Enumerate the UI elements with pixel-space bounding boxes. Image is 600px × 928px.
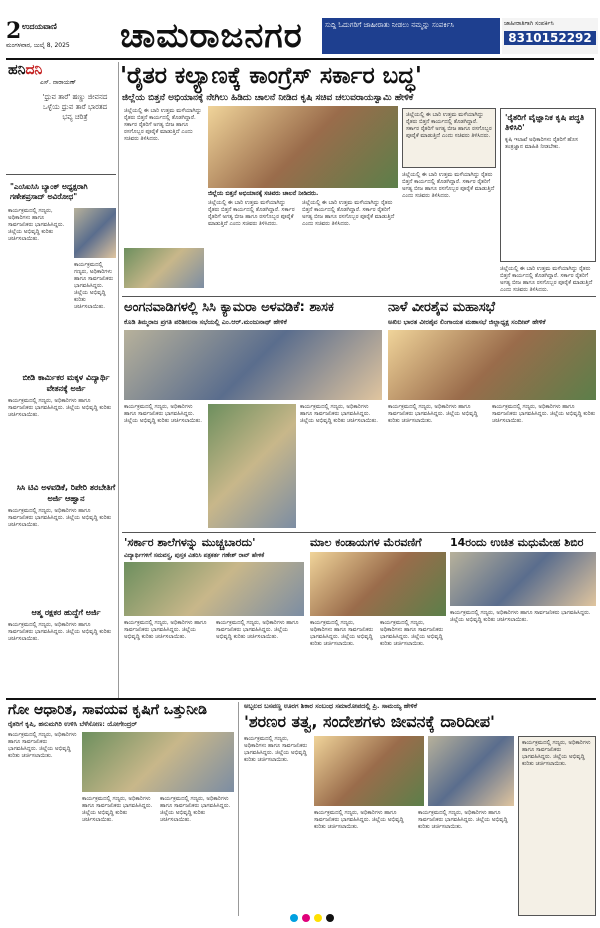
story-title: ಬೀಡಿ ಕಾರ್ಮಿಕರ ಮಕ್ಕಳ ವಿದ್ಯಾರ್ಥಿ ವೇತನಕ್ಕೆ ಅರ್ಜಿ — [22, 373, 110, 393]
divider — [6, 698, 596, 700]
cmyk-mark — [326, 914, 334, 922]
story-headline: ನಾಳೆ ವೀರಶೈವ ಮಹಾಸಭೆ — [388, 300, 496, 315]
story-subhead: ಕೊಡಿ ತಿಮ್ಮರಾಜ ಪ್ರಗತಿ ಪರಿಶೀಲನಾ ಸಭೆಯಲ್ಲಿ ಎಂ.ಆರ್.ಮಂಜುನಾಥ್ ಹೇಳಿಕೆ — [124, 318, 287, 326]
story-kicker: ಅಬ್ಬಲದ ಬಸವಣ್ಣ ಊರಗ ಶಿಕಾರ ಸಂಬಂಧ ಸಮಾರೋಪದಲ್ಲಿ ಪ್ರಿ. ಸಾಮಯ್ಯ ಹೇಳಿಕೆ — [244, 702, 418, 710]
cmyk-mark — [302, 914, 310, 922]
story-title: ಆತ್ಮ ರಕ್ಷಕರ ಹುದ್ದೆಗೆ ಅರ್ಜಿ — [31, 608, 101, 617]
story-body: ಕಾರ್ಯಕ್ರಮದಲ್ಲಿ ಗಣ್ಯರು, ಅಧಿಕಾರಿಗಳು ಹಾಗೂ ಸಾರ್ವಜನಿಕರು ಭಾಗವಹಿಸಿದ್ದರು. ಜಿಲ್ಲೆಯ ಅಭಿವೃದ್ಧಿ ಕುರಿತು ಚರ್ಚಿಸಲಾಯಿತು. — [8, 398, 112, 418]
story-headline: ಗೋ ಆಧಾರಿತ, ಸಾವಯವ ಕೃಷಿಗೆ ಒತ್ತುನೀಡಿ — [8, 702, 207, 718]
story-body: ಕಾರ್ಯಕ್ರಮದಲ್ಲಿ ಗಣ್ಯರು, ಅಧಿಕಾರಿಗಳು ಹಾಗೂ ಸಾರ್ವಜನಿಕರು ಭಾಗವಹಿಸಿದ್ದರು. ಜಿಲ್ಲೆಯ ಅಭಿವೃದ್ಧಿ ಕುರಿತು ಚರ್ಚಿಸಲಾಯಿತು. — [124, 620, 207, 640]
story-body: ಕಾರ್ಯಕ್ರಮದಲ್ಲಿ ಗಣ್ಯರು, ಅಧಿಕಾರಿಗಳು ಹಾಗೂ ಸಾರ್ವಜನಿಕರು ಭಾಗವಹಿಸಿದ್ದರು. ಜಿಲ್ಲೆಯ ಅಭಿವೃದ್ಧಿ ಕುರಿತು ಚರ್ಚಿಸಲಾಯಿತು. — [418, 810, 508, 830]
logo-part-a: ಹನಿ — [8, 62, 26, 78]
story-body: ಕಾರ್ಯಕ್ರಮದಲ್ಲಿ ಗಣ್ಯರು, ಅಧಿಕಾರಿಗಳು ಹಾಗೂ ಸಾರ್ವಜನಿಕರು ಭಾಗವಹಿಸಿದ್ದರು. ಜಿಲ್ಲೆಯ ಅಭಿವೃದ್ಧಿ ಕುರಿತು ಚರ್ಚಿಸಲಾಯಿತು. — [160, 796, 231, 823]
hanidani-logo — [8, 62, 42, 78]
story-body: ಕಾರ್ಯಕ್ರಮದಲ್ಲಿ ಗಣ್ಯರು, ಅಧಿಕಾರಿಗಳು ಹಾಗೂ ಸಾರ್ವಜನಿಕರು ಭಾಗವಹಿಸಿದ್ದರು. ಜಿಲ್ಲೆಯ ಅಭಿವೃದ್ಧಿ ಕುರಿತು ಚರ್ಚಿಸಲಾಯಿತು. — [380, 620, 444, 647]
meeting-photo — [124, 330, 382, 400]
quote-text: ಜಿಲ್ಲೆಯಲ್ಲಿ ಈ ಬಾರಿ ಉತ್ತಮ ಮಳೆಯಾಗಿದ್ದು ರೈತರು ಬಿತ್ತನೆ ಕಾರ್ಯದಲ್ಲಿ ತೊಡಗಿದ್ದಾರೆ. ಸರ್ಕಾರ ರೈತರಿಗೆ ಅಗತ್ಯ ಬೀಜ ಹಾಗೂ ರಸಗೊಬ್ಬರ ಪೂರೈಕೆ ಮಾಡುತ್ತಿದೆ ಎಂದು ಸಚಿವರು ತಿಳಿಸಿದರು. — [406, 112, 492, 139]
main-body: ಜಿಲ್ಲೆಯಲ್ಲಿ ಈ ಬಾರಿ ಉತ್ತಮ ಮಳೆಯಾಗಿದ್ದು ರೈತರು ಬಿತ್ತನೆ ಕಾರ್ಯದಲ್ಲಿ ತೊಡಗಿದ್ದಾರೆ. ಸರ್ಕಾರ ರೈತರಿಗೆ ಅಗತ್ಯ ಬೀಜ ಹಾಗೂ ರಸಗೊಬ್ಬರ ಪೂರೈಕೆ ಮಾಡುತ್ತಿದೆ ಎಂದು ಸಚಿವರು ತಿಳಿಸಿದರು. — [302, 200, 395, 227]
main-headline: 'ರೈತರ ಕಲ್ಯಾಣಕ್ಕೆ ಕಾಂಗ್ರೆಸ್ ಸರ್ಕಾರ ಬದ್ಧ' — [120, 62, 422, 89]
divider — [122, 296, 596, 297]
main-photo — [208, 106, 398, 188]
story-body: ಕಾರ್ಯಕ್ರಮದಲ್ಲಿ ಗಣ್ಯರು, ಅಧಿಕಾರಿಗಳು ಹಾಗೂ ಸಾರ್ವಜನಿಕರು ಭಾಗವಹಿಸಿದ್ದರು. ಜಿಲ್ಲೆಯ ಅಭಿವೃದ್ಧಿ ಕುರಿತು ಚರ್ಚಿಸಲಾಯಿತು. — [450, 610, 591, 623]
story-body: ಕಾರ್ಯಕ್ರಮದಲ್ಲಿ ಗಣ್ಯರು, ಅಧಿಕಾರಿಗಳು ಹಾಗೂ ಸಾರ್ವಜನಿಕರು ಭಾಗವಹಿಸಿದ್ದರು. ಜಿಲ್ಲೆಯ ಅಭಿವೃದ್ಧಿ ಕುರಿತು ಚರ್ಚಿಸಲಾಯಿತು. — [388, 404, 478, 424]
page-number: 2 — [6, 18, 22, 44]
ad-contact-text: ಜಾಹೀರಾತಿಗಾಗಿ ಸಂಪರ್ಕಿಸಿ — [504, 20, 554, 27]
story-body: ಕಾರ್ಯಕ್ರಮದಲ್ಲಿ ಗಣ್ಯರು, ಅಧಿಕಾರಿಗಳು ಹಾಗೂ ಸಾರ್ವಜನಿಕರು ಭಾಗವಹಿಸಿದ್ದರು. ಜಿಲ್ಲೆಯ ಅಭಿವೃದ್ಧಿ ಕುರಿತು ಚರ್ಚಿಸಲಾಯಿತು. — [244, 736, 308, 763]
column-poem: 'ಧ್ರುವ ತಾರೆ' ಹಣ್ಣು ಜೀವನದ ಒಳ್ಳೆಯ ಧ್ರುವ ತಾರೆ ಭಾರತದ ಭವ್ಯ ಚರಿತ್ರೆ — [42, 93, 108, 121]
divider — [6, 174, 116, 175]
story-body: ಕಾರ್ಯಕ್ರಮದಲ್ಲಿ ಗಣ್ಯರು, ಅಧಿಕಾರಿಗಳು ಹಾಗೂ ಸಾರ್ವಜನಿಕರು ಭಾಗವಹಿಸಿದ್ದರು. ಜಿಲ್ಲೆಯ ಅಭಿವೃದ್ಧಿ ಕುರಿತು ಚರ್ಚಿಸಲಾಯಿತು. — [74, 262, 114, 310]
story-body: ಕಾರ್ಯಕ್ರಮದಲ್ಲಿ ಗಣ್ಯರು, ಅಧಿಕಾರಿಗಳು ಹಾಗೂ ಸಾರ್ವಜನಿಕರು ಭಾಗವಹಿಸಿದ್ದರು. ಜಿಲ್ಲೆಯ ಅಭಿವೃದ್ಧಿ ಕುರಿತು ಚರ್ಚಿಸಲಾಯಿತು. — [492, 404, 596, 424]
story-body: ಕಾರ್ಯಕ್ರಮದಲ್ಲಿ ಗಣ್ಯರು, ಅಧಿಕಾರಿಗಳು ಹಾಗೂ ಸಾರ್ವಜನಿಕರು ಭಾಗವಹಿಸಿದ್ದರು. ಜಿಲ್ಲೆಯ ಅಭಿವೃದ್ಧಿ ಕುರಿತು ಚರ್ಚಿಸಲಾಯಿತು. — [124, 404, 202, 424]
event-photo-2 — [428, 736, 514, 806]
story-subhead: ರೈತರಿಗೆ ಕೃಷಿ, ಹನುಮಗಿರಿ ಉಳಿಸಿ ಬೆಳೆಸೋಣ: ಯೋಗೇಂದ್ರರ್ — [8, 720, 137, 728]
story-headline: 14ರಂದು ಉಚಿತ ಮಧುಮೇಹ ಶಿಬಿರ — [450, 536, 584, 549]
divider — [122, 532, 596, 533]
header-rule — [6, 58, 594, 60]
story-body: ಕಾರ್ಯಕ್ರಮದಲ್ಲಿ ಗಣ್ಯರು, ಅಧಿಕಾರಿಗಳು ಹಾಗೂ ಸಾರ್ವಜನಿಕರು ಭಾಗವಹಿಸಿದ್ದರು. ಜಿಲ್ಲೆಯ ಅಭಿವೃದ್ಧಿ ಕುರಿತು ಚರ್ಚಿಸಲಾಯಿತು. — [8, 208, 65, 242]
mahasabha-photo — [388, 330, 596, 400]
ad-phone: 8310152292 — [504, 31, 596, 45]
issue-date: ಮಂಗಳವಾರ, ಜುಲೈ 8, 2025 — [6, 42, 70, 49]
cmyk-mark — [290, 914, 298, 922]
story-title: ಸಿಸಿ ಟಿವಿ ಅಳವಡಿಕೆ, ರಿಪೇರಿ ತರಬೇತಿಗೆ ಅರ್ಜಿ ಆಹ್ವಾನ — [16, 483, 116, 503]
farming-photo — [82, 732, 234, 792]
story-body: ಕಾರ್ಯಕ್ರಮದಲ್ಲಿ ಗಣ್ಯರು, ಅಧಿಕಾರಿಗಳು ಹಾಗೂ ಸಾರ್ವಜನಿಕರು ಭಾಗವಹಿಸಿದ್ದರು. ಜಿಲ್ಲೆಯ ಅಭಿವೃದ್ಧಿ ಕುರಿತು ಚರ್ಚಿಸಲಾಯಿತು. — [314, 810, 404, 830]
story-headline: ಅಂಗನವಾಡಿಗಳಲ್ಲಿ ಸಿಸಿ ಕ್ಯಾಮರಾ ಅಳವಡಿಕೆ: ಶಾಸಕ — [124, 300, 334, 315]
header-ad-contact[interactable] — [502, 18, 598, 54]
side-box — [518, 736, 596, 916]
main-body: ಜಿಲ್ಲೆಯಲ್ಲಿ ಈ ಬಾರಿ ಉತ್ತಮ ಮಳೆಯಾಗಿದ್ದು ರೈತರು ಬಿತ್ತನೆ ಕಾರ್ಯದಲ್ಲಿ ತೊಡಗಿದ್ದಾರೆ. ಸರ್ಕಾರ ರೈತರಿಗೆ ಅಗತ್ಯ ಬೀಜ ಹಾಗೂ ರಸಗೊಬ್ಬರ ಪೂರೈಕೆ ಮಾಡುತ್ತಿದೆ ಎಂದು ಸಚಿವರು ತಿಳಿಸಿದರು. — [124, 108, 202, 142]
event-photo — [314, 736, 424, 806]
main-photo-caption: ಜಿಲ್ಲೆಯ ಬಿತ್ತನೆ ಅಭಿಯಾನಕ್ಕೆ ಸಚಿವರು ಚಾಲನೆ ನೀಡಿದರು. — [208, 190, 319, 197]
story-subhead: ಅಖಿಲ ಭಾರತ ವೀರಶೈವ ಲಿಂಗಾಯತ ಮಹಾಸಭೆ ಜಿಲ್ಲಾಧ್ಯಕ್ಷ ಸಂದೀಪ್ ಹೇಳಿಕೆ — [388, 318, 546, 326]
story-body: ಕಾರ್ಯಕ್ರಮದಲ್ಲಿ ಗಣ್ಯರು, ಅಧಿಕಾರಿಗಳು ಹಾಗೂ ಸಾರ್ವಜನಿಕರು ಭಾಗವಹಿಸಿದ್ದರು. ಜಿಲ್ಲೆಯ ಅಭಿವೃದ್ಧಿ ಕುರಿತು ಚರ್ಚಿಸಲಾಯಿತು. — [216, 620, 299, 640]
side-box-text: ಕಾರ್ಯಕ್ರಮದಲ್ಲಿ ಗಣ್ಯರು, ಅಧಿಕಾರಿಗಳು ಹಾಗೂ ಸಾರ್ವಜನಿಕರು ಭಾಗವಹಿಸಿದ್ದರು. ಜಿಲ್ಲೆಯ ಅಭಿವೃದ್ಧಿ ಕುರಿತು ಚರ್ಚಿಸಲಾಯಿತು. — [522, 740, 591, 767]
story-body: ಕಾರ್ಯಕ್ರಮದಲ್ಲಿ ಗಣ್ಯರು, ಅಧಿಕಾರಿಗಳು ಹಾಗೂ ಸಾರ್ವಜನಿಕರು ಭಾಗವಹಿಸಿದ್ದರು. ಜಿಲ್ಲೆಯ ಅಭಿವೃದ್ಧಿ ಕುರಿತು ಚರ್ಚಿಸಲಾಯಿತು. — [310, 620, 374, 647]
story-headline: ಮಾಲ ಕಂಡಾಯಗಳ ಮೆರವಣಿಗೆ — [310, 536, 422, 549]
story-photo — [208, 404, 296, 528]
story-title: "ಎಂಸಿಐಸಿಸಿ ಬ್ಯಾಂಕ್ ಅಧ್ಯಕ್ಷರಾಗಿ ಗಣೇಶಪ್ರಸಾದ್ ಅವಿರೋಧ" — [10, 182, 88, 201]
story-body: ಕಾರ್ಯಕ್ರಮದಲ್ಲಿ ಗಣ್ಯರು, ಅಧಿಕಾರಿಗಳು ಹಾಗೂ ಸಾರ್ವಜನಿಕರು ಭಾಗವಹಿಸಿದ್ದರು. ಜಿಲ್ಲೆಯ ಅಭಿವೃದ್ಧಿ ಕುರಿತು ಚರ್ಚಿಸಲಾಯಿತು. — [8, 732, 77, 759]
paper-name: ಉದಯವಾಣಿ — [22, 22, 57, 31]
story-headline: 'ಶರಣರ ತತ್ವ, ಸಂದೇಶಗಳು ಜೀವನಕ್ಕೆ ದಾರಿದೀಪ' — [244, 712, 495, 731]
logo-part-b: ದನಿ — [25, 62, 43, 78]
story-subhead: ವಿದ್ಯಾರ್ಥಿಗಳಿಗೆ ಸಮವಸ್ತ್ರ, ಪುಸ್ತಕ ವಿತರಿಸಿ ಪತ್ರಕರ್ತ ಗಣೇಶ್ ರಾವ್ ಹೇಳಿಕೆ — [124, 552, 265, 559]
right-box — [500, 108, 596, 262]
story-body: ಕಾರ್ಯಕ್ರಮದಲ್ಲಿ ಗಣ್ಯರು, ಅಧಿಕಾರಿಗಳು ಹಾಗೂ ಸಾರ್ವಜನಿಕರು ಭಾಗವಹಿಸಿದ್ದರು. ಜಿಲ್ಲೆಯ ಅಭಿವೃದ್ಧಿ ಕುರಿತು ಚರ್ಚಿಸಲಾಯಿತು. — [8, 508, 112, 528]
main-body: ಜಿಲ್ಲೆಯಲ್ಲಿ ಈ ಬಾರಿ ಉತ್ತಮ ಮಳೆಯಾಗಿದ್ದು ರೈತರು ಬಿತ್ತನೆ ಕಾರ್ಯದಲ್ಲಿ ತೊಡಗಿದ್ದಾರೆ. ಸರ್ಕಾರ ರೈತರಿಗೆ ಅಗತ್ಯ ಬೀಜ ಹಾಗೂ ರಸಗೊಬ್ಬರ ಪೂರೈಕೆ ಮಾಡುತ್ತಿದೆ ಎಂದು ಸಚಿವರು ತಿಳಿಸಿದರು. — [402, 172, 495, 199]
column-divider — [118, 62, 119, 698]
right-box-title: 'ರೈತರಿಗೆ ವೈಜ್ಞಾನಿಕ ಕೃಷಿ ಪದ್ಧತಿ ತಿಳಿಸಿರಿ' — [505, 113, 585, 132]
story-headline: 'ಸರ್ಕಾರ ಶಾಲೆಗಳನ್ನು ಮುಚ್ಚಬಾರದು' — [124, 536, 256, 549]
right-box-body: ಕೃಷಿ ಇಲಾಖೆ ಅಧಿಕಾರಿಗಳು ರೈತರಿಗೆ ಹೊಸ ತಂತ್ರಜ್ಞಾನ ಮಾಹಿತಿ ನೀಡಬೇಕು. — [505, 137, 578, 150]
main-subhead: ಜಿಲ್ಲೆಯ ಬಿತ್ತನೆ ಅಭಿಯಾನಕ್ಕೆ ನೇಗಿಲು ಹಿಡಿದು ಚಾಲನೆ ನೀಡಿದ ಕೃಷಿ ಸಚಿವ ಚಲುವರಾಯಸ್ವಾಮಿ ಹೇಳಿಕೆ — [122, 93, 414, 103]
field-photo — [124, 248, 204, 288]
column-divider — [238, 702, 239, 916]
section-title: ಚಾಮರಾಜನಗರ — [120, 16, 303, 56]
cmyk-mark — [314, 914, 322, 922]
header-ad[interactable]: ಸುದ್ದಿ ಓದುಗರಿಗೆ ಜಾಹೀರಾತು ನೀಡಲು ನಮ್ಮನ್ನು ಸಂಪರ್ಕಿಸಿ — [322, 18, 500, 54]
quote-box — [402, 108, 496, 168]
main-body: ಜಿಲ್ಲೆಯಲ್ಲಿ ಈ ಬಾರಿ ಉತ್ತಮ ಮಳೆಯಾಗಿದ್ದು ರೈತರು ಬಿತ್ತನೆ ಕಾರ್ಯದಲ್ಲಿ ತೊಡಗಿದ್ದಾರೆ. ಸರ್ಕಾರ ರೈತರಿಗೆ ಅಗತ್ಯ ಬೀಜ ಹಾಗೂ ರಸಗೊಬ್ಬರ ಪೂರೈಕೆ ಮಾಡುತ್ತಿದೆ ಎಂದು ಸಚಿವರು ತಿಳಿಸಿದರು. — [208, 200, 295, 227]
school-photo — [124, 562, 304, 616]
camp-photo — [450, 552, 596, 606]
story-body: ಕಾರ್ಯಕ್ರಮದಲ್ಲಿ ಗಣ್ಯರು, ಅಧಿಕಾರಿಗಳು ಹಾಗೂ ಸಾರ್ವಜನಿಕರು ಭಾಗವಹಿಸಿದ್ದರು. ಜಿಲ್ಲೆಯ ಅಭಿವೃದ್ಧಿ ಕುರಿತು ಚರ್ಚಿಸಲಾಯಿತು. — [8, 622, 112, 642]
column-author: ಎಸ್. ನಾರಾಯಣ್ — [40, 79, 77, 86]
portrait-photo — [74, 208, 116, 258]
main-body: ಜಿಲ್ಲೆಯಲ್ಲಿ ಈ ಬಾರಿ ಉತ್ತಮ ಮಳೆಯಾಗಿದ್ದು ರೈತರು ಬಿತ್ತನೆ ಕಾರ್ಯದಲ್ಲಿ ತೊಡಗಿದ್ದಾರೆ. ಸರ್ಕಾರ ರೈತರಿಗೆ ಅಗತ್ಯ ಬೀಜ ಹಾಗೂ ರಸಗೊಬ್ಬರ ಪೂರೈಕೆ ಮಾಡುತ್ತಿದೆ ಎಂದು ಸಚಿವರು ತಿಳಿಸಿದರು. — [500, 266, 593, 292]
story-body: ಕಾರ್ಯಕ್ರಮದಲ್ಲಿ ಗಣ್ಯರು, ಅಧಿಕಾರಿಗಳು ಹಾಗೂ ಸಾರ್ವಜನಿಕರು ಭಾಗವಹಿಸಿದ್ದರು. ಜಿಲ್ಲೆಯ ಅಭಿವೃದ್ಧಿ ಕುರಿತು ಚರ್ಚಿಸಲಾಯಿತು. — [82, 796, 153, 823]
procession-photo — [310, 552, 446, 616]
story-body: ಕಾರ್ಯಕ್ರಮದಲ್ಲಿ ಗಣ್ಯರು, ಅಧಿಕಾರಿಗಳು ಹಾಗೂ ಸಾರ್ವಜನಿಕರು ಭಾಗವಹಿಸಿದ್ದರು. ಜಿಲ್ಲೆಯ ಅಭಿವೃದ್ಧಿ ಕುರಿತು ಚರ್ಚಿಸಲಾಯಿತು. — [300, 404, 378, 424]
